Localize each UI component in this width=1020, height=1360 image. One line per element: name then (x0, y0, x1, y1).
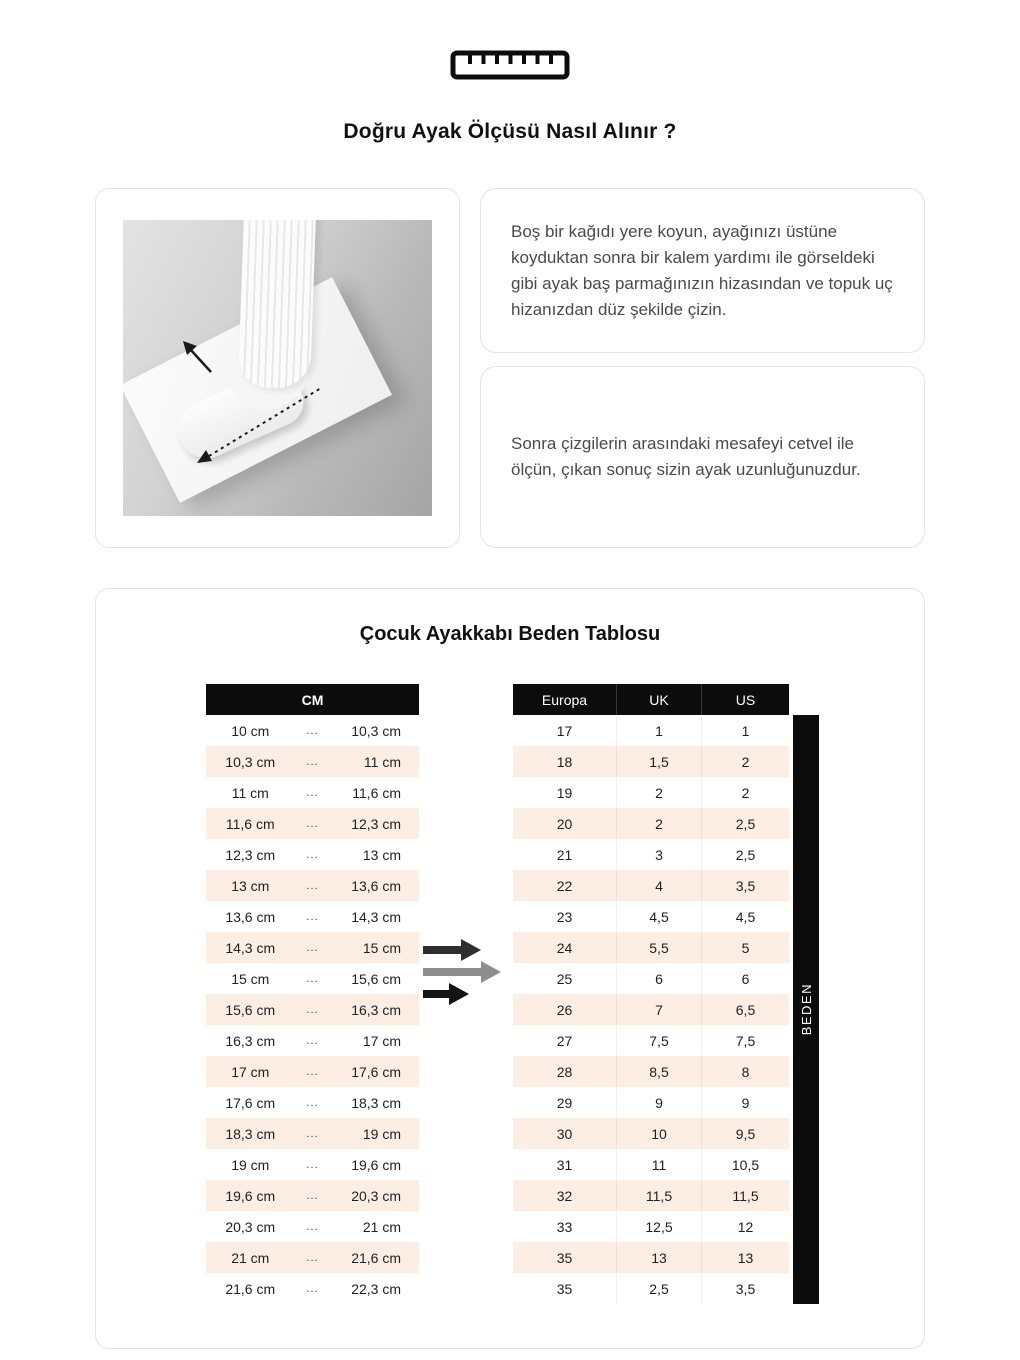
size-table-row (513, 746, 789, 777)
size-column-header-uk: UK (616, 684, 701, 715)
us-size-value: 12 (701, 1211, 789, 1242)
size-table-row (513, 1025, 789, 1056)
cm-table-row (206, 1056, 419, 1087)
uk-size-value: 4 (616, 870, 701, 901)
range-dots: ... (306, 817, 319, 830)
page-header (95, 50, 925, 144)
us-size-value: 6,5 (701, 994, 789, 1025)
size-table-row (513, 1149, 789, 1180)
cm-max-value: 18,3 cm (351, 1094, 401, 1111)
cm-table-row (206, 963, 419, 994)
uk-size-value: 6 (616, 963, 701, 994)
uk-size-value: 1 (616, 715, 701, 746)
europa-size-value: 25 (556, 970, 573, 987)
size-table-row (513, 963, 789, 994)
cm-table-row (206, 1242, 419, 1273)
cm-max-value: 19,6 cm (351, 1156, 401, 1173)
uk-size-value: 3 (616, 839, 701, 870)
europa-size-value: 31 (556, 1156, 573, 1173)
cm-table (206, 684, 419, 1304)
us-size-value: 5 (701, 932, 789, 963)
cm-min-value: 17,6 cm (225, 1094, 276, 1111)
cm-min-value: 13,6 cm (225, 908, 276, 925)
uk-size-value: 5,5 (616, 932, 701, 963)
beden-bar (793, 715, 819, 1304)
range-dots: ... (306, 1003, 319, 1016)
cm-min-value: 21,6 cm (225, 1280, 276, 1297)
range-dots: ... (306, 724, 319, 737)
intl-size-table (513, 684, 789, 1304)
europa-size-value: 24 (556, 939, 573, 956)
beden-label: BEDEN (798, 983, 814, 1036)
cm-table-row (206, 901, 419, 932)
cm-table-row (206, 839, 419, 870)
size-table-row (513, 839, 789, 870)
us-size-value: 9,5 (701, 1118, 789, 1149)
uk-size-value: 11 (616, 1149, 701, 1180)
europa-size-value: 17 (556, 722, 573, 739)
range-dots: ... (306, 972, 319, 985)
range-dots: ... (306, 1220, 319, 1233)
cm-table-row (206, 1087, 419, 1118)
cm-max-value: 11,6 cm (352, 784, 401, 801)
size-table-row (513, 1211, 789, 1242)
cm-min-value: 10,3 cm (225, 753, 276, 770)
size-table-row (513, 870, 789, 901)
cm-max-value: 13,6 cm (351, 877, 401, 894)
cm-table-row (206, 932, 419, 963)
us-size-value: 9 (701, 1087, 789, 1118)
europa-size-value: 35 (556, 1249, 573, 1266)
cm-max-value: 21,6 cm (351, 1249, 401, 1266)
europa-size-value: 28 (556, 1063, 573, 1080)
cm-table-row (206, 870, 419, 901)
page-title: Doğru Ayak Ölçüsü Nasıl Alınır ? (343, 120, 677, 143)
uk-size-value: 9 (616, 1087, 701, 1118)
uk-size-value: 2 (616, 808, 701, 839)
uk-size-value: 11,5 (616, 1180, 701, 1211)
size-table-row (513, 994, 789, 1025)
cm-table-row (206, 746, 419, 777)
size-table-row (513, 715, 789, 746)
cm-min-value: 15,6 cm (225, 1001, 276, 1018)
uk-size-value: 12,5 (616, 1211, 701, 1242)
transfer-arrows-icon (423, 936, 511, 1008)
europa-size-value: 30 (556, 1125, 573, 1142)
europa-size-value: 35 (556, 1280, 573, 1297)
cm-table-row (206, 777, 419, 808)
cm-max-value: 11 cm (363, 753, 401, 770)
uk-size-value: 7,5 (616, 1025, 701, 1056)
uk-size-value: 1,5 (616, 746, 701, 777)
cm-max-value: 10,3 cm (351, 722, 401, 739)
instruction-card-1 (480, 188, 925, 353)
ruler-icon (95, 50, 925, 80)
foot-measurement-photo (123, 220, 432, 516)
europa-size-value: 21 (556, 846, 573, 863)
range-dots: ... (306, 1158, 319, 1171)
uk-size-value: 2 (616, 777, 701, 808)
size-table-title: Çocuk Ayakkabı Beden Tablosu (359, 623, 661, 645)
range-dots: ... (306, 1189, 319, 1202)
range-dots: ... (306, 1096, 319, 1109)
cm-table-row (206, 715, 419, 746)
size-table-row (513, 1180, 789, 1211)
cm-min-value: 10 cm (231, 722, 270, 739)
range-dots: ... (306, 1127, 319, 1140)
cm-min-value: 11,6 cm (225, 815, 275, 832)
uk-size-value: 4,5 (616, 901, 701, 932)
cm-min-value: 19,6 cm (225, 1187, 276, 1204)
size-tables (96, 684, 924, 1304)
uk-size-value: 13 (616, 1242, 701, 1273)
europa-size-value: 23 (556, 908, 573, 925)
europa-size-value: 27 (556, 1032, 573, 1049)
size-table-row (513, 1118, 789, 1149)
uk-size-value: 8,5 (616, 1056, 701, 1087)
size-column-header-europa: Europa (541, 691, 588, 708)
cm-max-value: 19 cm (362, 1125, 401, 1142)
cm-min-value: 13 cm (231, 877, 270, 894)
size-table-row (513, 932, 789, 963)
europa-size-value: 18 (556, 753, 573, 770)
range-dots: ... (306, 786, 319, 799)
us-size-value: 3,5 (701, 870, 789, 901)
us-size-value: 2,5 (701, 808, 789, 839)
europa-size-value: 19 (556, 784, 573, 801)
cm-min-value: 12,3 cm (225, 846, 276, 863)
size-table-body (513, 715, 789, 1304)
us-size-value: 1 (701, 715, 789, 746)
range-dots: ... (306, 755, 319, 768)
cm-table-row (206, 1118, 419, 1149)
europa-size-value: 22 (556, 877, 573, 894)
range-dots: ... (306, 1282, 319, 1295)
size-table-row (513, 808, 789, 839)
europa-size-value: 26 (556, 1001, 573, 1018)
cm-max-value: 20,3 cm (351, 1187, 401, 1204)
cm-max-value: 15 cm (362, 939, 401, 956)
range-dots: ... (306, 910, 319, 923)
cm-table-row (206, 994, 419, 1025)
cm-max-value: 17,6 cm (351, 1063, 401, 1080)
uk-size-value: 10 (616, 1118, 701, 1149)
europa-size-value: 33 (556, 1218, 573, 1235)
cm-table-row (206, 808, 419, 839)
cm-table-row (206, 1025, 419, 1056)
size-table-row (513, 1273, 789, 1304)
cm-min-value: 18,3 cm (225, 1125, 276, 1142)
cm-table-body (206, 715, 419, 1304)
cm-max-value: 12,3 cm (351, 815, 401, 832)
cm-max-value: 21 cm (362, 1218, 401, 1235)
arrow-zone (419, 684, 513, 1304)
cm-max-value: 17 cm (362, 1032, 401, 1049)
cm-max-value: 15,6 cm (351, 970, 401, 987)
us-size-value: 7,5 (701, 1025, 789, 1056)
europa-size-value: 29 (556, 1094, 573, 1111)
range-dots: ... (306, 941, 319, 954)
range-dots: ... (306, 1034, 319, 1047)
us-size-value: 8 (701, 1056, 789, 1087)
cm-max-value: 13 cm (362, 846, 401, 863)
europa-size-value: 20 (556, 815, 573, 832)
cm-max-value: 14,3 cm (351, 908, 401, 925)
size-table-card (95, 588, 925, 1349)
cm-min-value: 15 cm (231, 970, 270, 987)
us-size-value: 6 (701, 963, 789, 994)
photo-card (95, 188, 460, 548)
size-table-row (513, 1087, 789, 1118)
how-to-section (95, 188, 925, 548)
size-table-header (513, 684, 789, 715)
instruction-steps (480, 188, 925, 548)
cm-min-value: 19 cm (231, 1156, 270, 1173)
range-dots: ... (306, 1065, 319, 1078)
cm-max-value: 16,3 cm (351, 1001, 401, 1018)
us-size-value: 3,5 (701, 1273, 789, 1304)
cm-table-row (206, 1149, 419, 1180)
europa-size-value: 32 (556, 1187, 573, 1204)
size-table-row (513, 1056, 789, 1087)
instruction-text-1: Boş bir kağıdı yere koyun, ayağınızı üstüne koyduktan sonra bir kalem yardımı ile görseldeki gibi ayak baş parmağınızın hizasından ve topuk uç hizanızdan düz şekilde çizin. (511, 221, 893, 319)
us-size-value: 13 (701, 1242, 789, 1273)
uk-size-value: 7 (616, 994, 701, 1025)
instruction-text-2: Sonra çizgilerin arasındaki mesafeyi cetvel ile ölçün, çıkan sonuç sizin ayak uzunluğunuzdur. (511, 434, 861, 479)
us-size-value: 2 (701, 777, 789, 808)
cm-min-value: 11 cm (231, 784, 269, 801)
us-size-value: 11,5 (701, 1180, 789, 1211)
measurement-lines (123, 220, 432, 516)
cm-min-value: 21 cm (231, 1249, 270, 1266)
us-size-value: 2 (701, 746, 789, 777)
size-table-row (513, 777, 789, 808)
cm-min-value: 16,3 cm (225, 1032, 276, 1049)
cm-table-row (206, 1273, 419, 1304)
range-dots: ... (306, 1251, 319, 1264)
cm-min-value: 14,3 cm (225, 939, 276, 956)
uk-size-value: 2,5 (616, 1273, 701, 1304)
us-size-value: 2,5 (701, 839, 789, 870)
us-size-value: 10,5 (701, 1149, 789, 1180)
cm-table-row (206, 1211, 419, 1242)
size-column-header-us: US (701, 684, 789, 715)
range-dots: ... (306, 848, 319, 861)
us-size-value: 4,5 (701, 901, 789, 932)
range-dots: ... (306, 879, 319, 892)
size-table-row (513, 1242, 789, 1273)
cm-table-row (206, 1180, 419, 1211)
size-table-row (513, 901, 789, 932)
cm-table-header: CM (206, 684, 419, 715)
cm-max-value: 22,3 cm (351, 1280, 401, 1297)
cm-min-value: 20,3 cm (225, 1218, 276, 1235)
instruction-card-2 (480, 366, 925, 548)
cm-min-value: 17 cm (231, 1063, 270, 1080)
